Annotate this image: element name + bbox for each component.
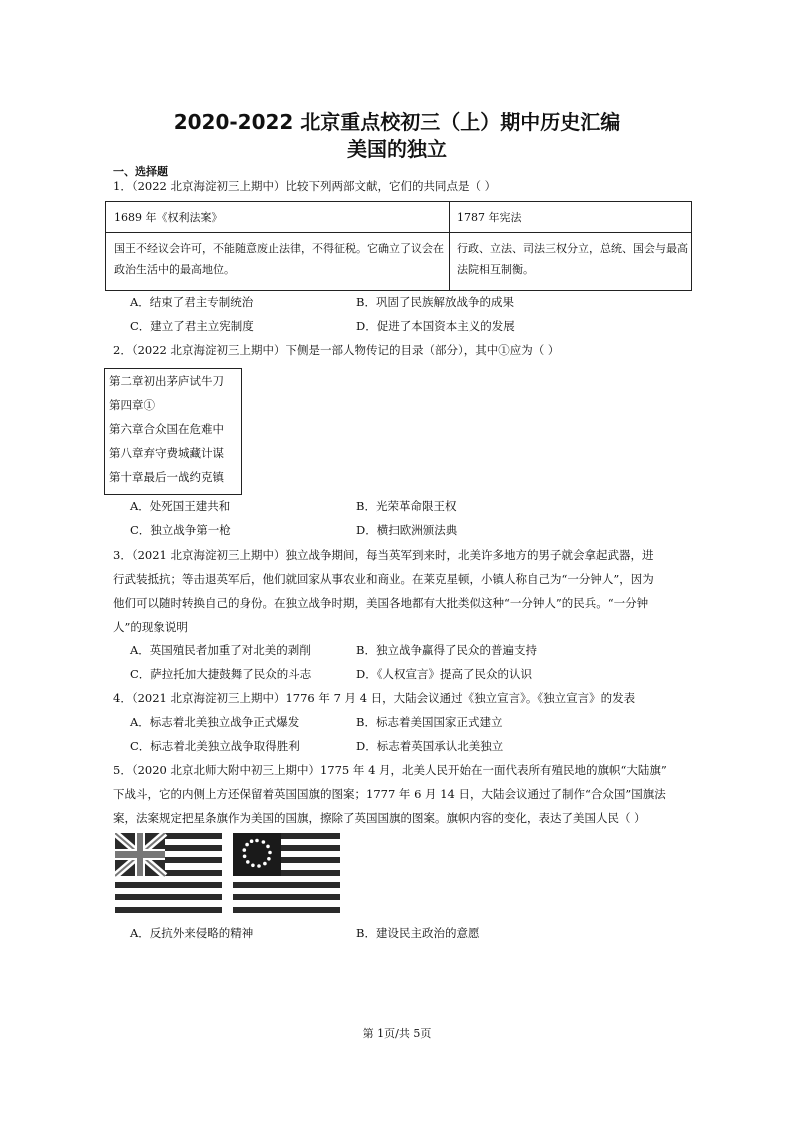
q5-line: 下战斗，它的内侧上方还保留着英国国旗的图案；1777 年 6 月 14 日，大陆会议通过了制作“合众国”国旗法 [113, 787, 666, 801]
q3-option-c[interactable]: C．萨拉托加大捷鼓舞了民众的斗志 [130, 667, 312, 681]
page-title-line2: 美国的独立 [347, 137, 447, 161]
toc-item: 第八章弃守费城藏计谋 [109, 446, 224, 460]
toc-item: 第六章合众国在危难中 [109, 422, 224, 436]
q3-option-a[interactable]: A．英国殖民者加重了对北美的剥削 [130, 643, 311, 657]
q5-line: 5．（2020 北京北师大附中初三上期中）1775 年 4 月，北美人民开始在一面代表所有殖民地的旗帜“大陆旗” [113, 763, 667, 777]
q3-line: 人”的现象说明 [113, 620, 188, 634]
q5-option-b[interactable]: B．建设民主政治的意愿 [356, 926, 480, 940]
toc-item: 第十章最后一战约克镇 [109, 470, 224, 484]
q1-option-c[interactable]: C．建立了君主立宪制度 [130, 319, 254, 333]
q3-option-b[interactable]: B．独立战争赢得了民众的普遍支持 [356, 643, 537, 657]
page-footer: 第 1页/共 5页 [362, 1027, 432, 1040]
q1-option-d[interactable]: D．促进了本国资本主义的发展 [356, 319, 515, 333]
q2-toc-box [104, 368, 242, 495]
q4-option-b[interactable]: B．标志着美国国家正式建立 [356, 715, 503, 729]
q2-option-b[interactable]: B．光荣革命限王权 [356, 499, 457, 513]
q1-stem: 1．（2022 北京海淀初三上期中）比较下列两部文献，它们的共同点是（ ） [113, 179, 497, 193]
grand-union-flag-icon [115, 833, 222, 913]
betsy-ross-flag-icon [233, 833, 340, 913]
q2-option-c[interactable]: C．独立战争第一枪 [130, 523, 231, 537]
q1-table [105, 201, 692, 291]
q1-table-header-1: 1689 年《权利法案》 [114, 211, 223, 224]
q5-option-a[interactable]: A．反抗外来侵略的精神 [130, 926, 254, 940]
q1-table-cell-2: 行政、立法、司法三权分立，总统、国会与最高法院相互制衡。 [457, 242, 688, 276]
q1-table-header-2: 1787 年宪法 [457, 211, 522, 224]
toc-item: 第二章初出茅庐试牛刀 [109, 374, 224, 388]
q1-option-b[interactable]: B．巩固了民族解放战争的成果 [356, 295, 514, 309]
section-heading: 一、选择题 [113, 165, 168, 178]
q4-option-c[interactable]: C．标志着北美独立战争取得胜利 [130, 739, 300, 753]
page-title-line1: 2020-2022 北京重点校初三（上）期中历史汇编 [173, 110, 621, 134]
q1-table-cell-1: 国王不经议会许可，不能随意废止法律，不得征税。它确立了议会在政治生活中的最高地位。 [114, 242, 444, 276]
q3-line: 行武装抵抗；等击退英军后，他们就回家从事农业和商业。在莱克星顿，小镇人称自己为“一分钟人”，因为 [113, 572, 654, 586]
q4-option-d[interactable]: D．标志着英国承认北美独立 [356, 739, 504, 753]
q3-option-d[interactable]: D．《人权宣言》提高了民众的认识 [356, 667, 532, 681]
q4-option-a[interactable]: A．标志着北美独立战争正式爆发 [130, 715, 300, 729]
q3-line: 他们可以随时转换自己的身份。在独立战争时期，美国各地都有大批类似这种“一分钟人”的民兵。“一分钟 [113, 596, 649, 610]
q2-option-d[interactable]: D．横扫欧洲颁法典 [356, 523, 458, 537]
toc-item: 第四章① [109, 398, 155, 412]
q3-line: 3．（2021 北京海淀初三上期中）独立战争期间，每当英军到来时，北美许多地方的男子就会拿起武器，进 [113, 548, 654, 562]
q1-option-a[interactable]: A．结束了君主专制统治 [130, 295, 254, 309]
q2-option-a[interactable]: A．处死国王建共和 [130, 499, 231, 513]
q2-stem: 2．（2022 北京海淀初三上期中）下侧是一部人物传记的目录（部分），其中①应为（ ） [113, 343, 560, 357]
q4-stem: 4．（2021 北京海淀初三上期中）1776 年 7 月 4 日，大陆会议通过《独立宣言》。《独立宣言》的发表 [113, 691, 636, 705]
q5-line: 案，法案规定把星条旗作为美国的国旗，擦除了英国国旗的图案。旗帜内容的变化，表达了美国人民（ ） [113, 811, 646, 825]
